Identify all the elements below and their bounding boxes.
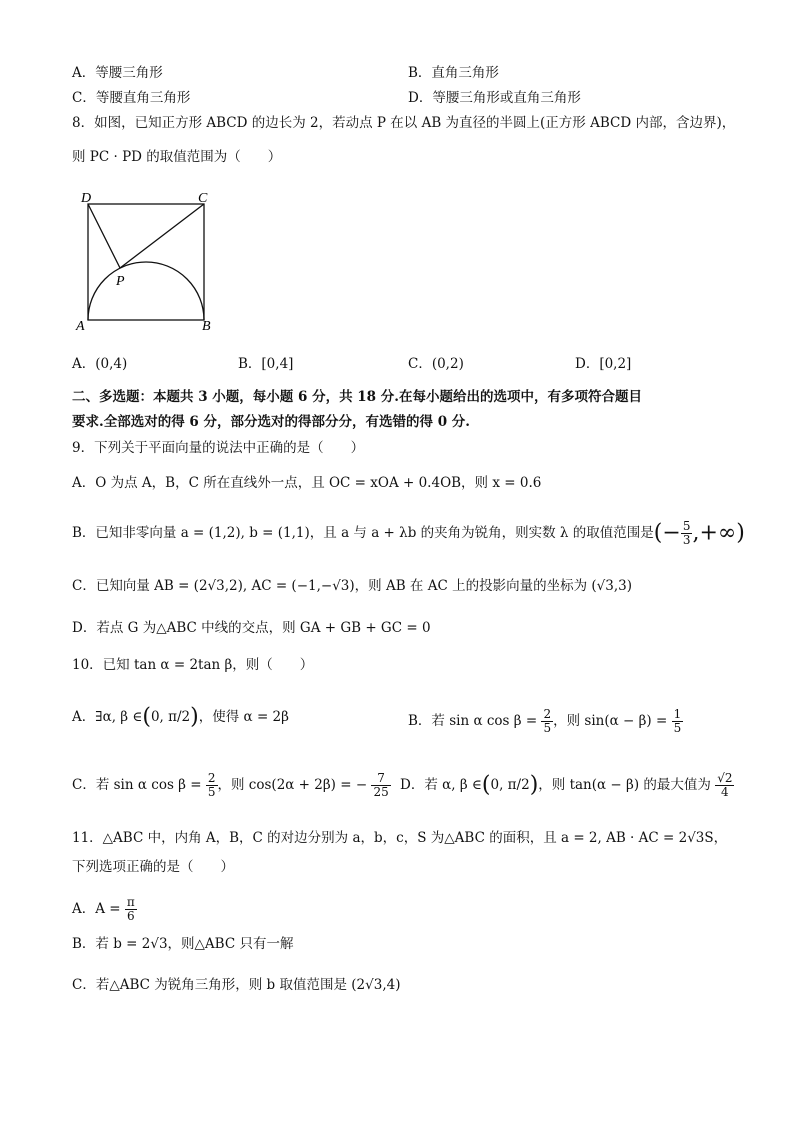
segment-pc <box>120 204 204 268</box>
q10-a-pre: A．∃α, β ∈ <box>72 709 143 725</box>
q8-stem-line2: 则 PC · PD 的取值范围为（ ） <box>72 149 282 165</box>
q10-c-frac1 <box>206 772 218 799</box>
q10-c-frac1-den: 5 <box>207 785 216 799</box>
section2-heading-line1: 二、多选题：本题共 3 小题，每小题 6 分，共 18 分.在每小题给出的选项中，有多项符合题目 <box>72 389 642 405</box>
label-c: C <box>198 191 208 206</box>
q10-b-pre: B．若 sin α cos β = <box>408 713 538 729</box>
q10-b-frac1-num: 2 <box>543 707 552 721</box>
q9-b-interval-left: (− <box>653 520 681 546</box>
q10-b-frac1-den: 5 <box>543 721 552 735</box>
q9-stem: 9．下列关于平面向量的说法中正确的是（ ） <box>72 440 365 456</box>
q10-option-a: A．∃α, β ∈(0, π/2)，使得 α = 2β <box>72 704 289 730</box>
q9-b-frac-den: 3 <box>682 533 691 547</box>
q10-d-interval: 0, π/2 <box>490 777 530 793</box>
label-p: P <box>116 274 125 289</box>
q10-b-frac2 <box>672 708 684 735</box>
q9-b-interval-right: ,+∞) <box>692 520 745 546</box>
q11-option-c: C．若△ABC 为锐角三角形，则 b 取值范围是 (2√3,4) <box>72 977 401 993</box>
q10-c-frac2 <box>371 772 390 799</box>
q9-option-b-text: B．已知非零向量 a = (1,2), b = (1,1)，且 a 与 a + λb 的夹角为锐角，则实数 λ 的取值范围是 <box>72 525 654 541</box>
q11-stem-line2: 下列选项正确的是（ ） <box>72 859 234 875</box>
q10-option-b <box>408 708 683 735</box>
q9-option-c: C．已知向量 AB = (2√3,2), AC = (−1,−√3)，则 AB 在 AC 上的投影向量的坐标为 (√3,3) <box>72 578 632 594</box>
q10-d-frac-num: √2 <box>717 771 733 785</box>
q10-stem: 10．已知 tan α = 2tan β，则（ ） <box>72 657 314 673</box>
q10-c-mid: ，则 cos(2α + 2β) = − <box>217 777 368 793</box>
semicircle-ab <box>88 262 204 320</box>
q10-c-pre: C．若 sin α cos β = <box>72 777 202 793</box>
q11-option-b: B．若 b = 2√3，则△ABC 只有一解 <box>72 936 294 952</box>
q10-a-interval: 0, π/2 <box>150 709 191 725</box>
q8-option-b: B．[0,4] <box>238 356 294 372</box>
q10-b-frac2-den: 5 <box>673 721 682 735</box>
q10-b-frac2-num: 1 <box>673 707 682 721</box>
q10-d-frac <box>715 772 734 799</box>
label-b: B <box>202 319 211 334</box>
section2-heading-line2: 要求.全部选对的得 6 分，部分选对的得部分分，有选错的得 0 分. <box>72 414 470 430</box>
q8-option-d: D．[0,2] <box>575 356 632 372</box>
q11-a-frac-num: π <box>126 895 135 909</box>
q10-option-c <box>72 772 391 799</box>
q11-a-frac <box>125 896 137 923</box>
q7-option-d: D．等腰三角形或直角三角形 <box>408 90 581 106</box>
q9-option-a: A．O 为点 A，B，C 所在直线外一点，且 OC = xOA + 0.4OB，则 x = 0.6 <box>72 475 542 491</box>
q9-b-frac-num: 5 <box>682 519 691 533</box>
q10-c-frac1-num: 2 <box>207 771 216 785</box>
q11-a-pre: A．A = <box>72 901 121 917</box>
q11-a-frac-den: 6 <box>127 909 135 923</box>
q10-c-frac2-den: 25 <box>373 785 389 799</box>
q9-b-fraction <box>681 520 693 547</box>
q10-d-frac-den: 4 <box>721 785 729 799</box>
q7-option-c: C．等腰直角三角形 <box>72 90 191 106</box>
q7-option-b: B．直角三角形 <box>408 65 499 81</box>
segment-pd <box>88 204 120 268</box>
q8-option-c: C．(0,2) <box>408 356 464 372</box>
q11-stem-line1: 11．△ABC 中，内角 A，B，C 的对边分别为 a，b，c，S 为△ABC 的面积，且 a = 2, AB · AC = 2√3S， <box>72 830 728 846</box>
q10-d-mid: ，则 tan(α − β) 的最大值为 <box>538 777 711 793</box>
q8-option-a: A．(0,4) <box>72 356 128 372</box>
q9-option-d: D．若点 G 为△ABC 中线的交点，则 GA + GB + GC = 0 <box>72 620 431 636</box>
q10-c-frac2-num: 7 <box>371 772 390 786</box>
q8-figure <box>74 190 224 340</box>
q10-b-mid: ，则 sin(α − β) = <box>553 713 668 729</box>
q10-b-frac1 <box>541 708 553 735</box>
q7-option-a: A．等腰三角形 <box>72 65 163 81</box>
q10-d-pre: D．若 α, β ∈ <box>400 777 482 793</box>
q8-stem-line1: 8．如图，已知正方形 ABCD 的边长为 2，若动点 P 在以 AB 为直径的半圆上(正方形 ABCD 内部，含边界)， <box>72 115 736 131</box>
q10-option-d: D．若 α, β ∈(0, π/2)，则 tan(α − β) 的最大值为 $\frac{√2}{4}$ <box>400 771 733 799</box>
label-d: D <box>81 191 92 206</box>
q9-option-b <box>72 520 745 547</box>
q10-a-post: ，使得 α = 2β <box>198 709 289 725</box>
label-a: A <box>76 319 85 334</box>
q11-option-a <box>72 896 137 923</box>
